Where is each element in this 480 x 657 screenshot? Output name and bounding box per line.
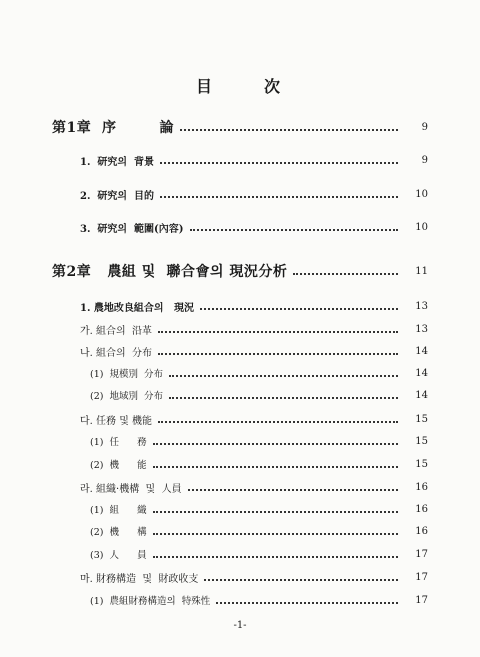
dot-leader — [158, 420, 398, 423]
dot-leader — [153, 465, 398, 468]
toc-label: 第1章 序 論 — [52, 120, 174, 136]
toc-page-number: 17 — [415, 594, 428, 606]
toc-page-number: 13 — [415, 300, 428, 312]
toc-label: (1) 農組財務構造의 特殊性 — [90, 596, 211, 607]
toc-subitem-da-2 — [0, 455, 480, 473]
toc-subitem-na-2 — [0, 386, 480, 404]
toc-item-ga — [0, 320, 480, 338]
dot-leader — [153, 555, 398, 558]
toc-page-number: 9 — [421, 154, 428, 166]
toc-subitem-ra-3 — [0, 545, 480, 563]
toc-subitem-ma-1 — [0, 591, 480, 609]
toc-label: 다. 任務 및 機能 — [80, 415, 153, 427]
dot-leader — [188, 488, 398, 491]
page-footer-number: -1- — [233, 620, 247, 631]
toc-page-number: 14 — [415, 367, 428, 379]
page-title — [0, 74, 480, 96]
toc-label: (3) 人 員 — [90, 550, 147, 561]
toc-page-number: 16 — [415, 503, 428, 515]
dot-leader — [169, 396, 398, 399]
toc-page-number: 14 — [415, 389, 428, 401]
toc-chapter-2 — [0, 262, 480, 280]
toc-chapter-1 — [0, 118, 480, 136]
dot-leader — [153, 510, 398, 513]
toc-label: 1. 研究의 背景 — [80, 156, 155, 168]
toc-page-number: 17 — [415, 571, 428, 583]
toc-label: (1) 規模別 分布 — [90, 369, 164, 380]
toc-page-number: 16 — [415, 481, 428, 493]
toc-item-ra — [0, 478, 480, 496]
dot-leader — [160, 161, 398, 164]
toc-item-na — [0, 342, 480, 360]
dot-leader — [158, 330, 398, 333]
toc-label: 第2章 農組 및 聯合會의 現況分析 — [52, 264, 288, 280]
title-part-1: 目 — [196, 77, 214, 96]
toc-item-ma — [0, 568, 480, 586]
toc-page-number: 15 — [415, 435, 428, 447]
toc-label: (1) 組 織 — [90, 505, 147, 516]
toc-page-number: 13 — [415, 323, 428, 335]
toc-label: 라. 組織·機構 및 人員 — [80, 483, 182, 495]
toc-page-number: 11 — [415, 265, 428, 277]
toc-label: (1) 任 務 — [90, 437, 147, 448]
toc-label: 1. 農地改良組合의 現況 — [80, 302, 195, 314]
toc-label: 3. 研究의 範圍(內容) — [80, 223, 184, 235]
toc-page-number: 10 — [415, 188, 428, 200]
toc-label: (2) 機 構 — [90, 527, 147, 538]
dot-leader — [160, 195, 398, 198]
dot-leader — [216, 601, 398, 604]
toc-section-1-1 — [0, 151, 480, 169]
dot-leader — [190, 228, 399, 231]
toc-page-number: 10 — [415, 221, 428, 233]
toc-item-da — [0, 410, 480, 428]
toc-page-number: 15 — [415, 413, 428, 425]
dot-leader — [200, 307, 398, 310]
toc-label: (2) 地域別 分布 — [90, 391, 164, 402]
toc-page-number: 9 — [421, 121, 428, 133]
toc-page-number: 14 — [415, 345, 428, 357]
dot-leader — [180, 128, 398, 131]
toc-section-1-2 — [0, 185, 480, 203]
dot-leader — [204, 578, 398, 581]
toc-section-2-1 — [0, 297, 480, 315]
toc-label: 나. 組合의 分布 — [80, 347, 153, 359]
dot-leader — [293, 272, 398, 275]
dot-leader — [153, 532, 398, 535]
toc-label: (2) 機 能 — [90, 460, 147, 471]
title-part-2: 次 — [264, 77, 282, 96]
toc-subitem-ra-2 — [0, 522, 480, 540]
toc-subitem-da-1 — [0, 432, 480, 450]
toc-section-1-3 — [0, 218, 480, 236]
dot-leader — [153, 442, 398, 445]
dot-leader — [158, 352, 398, 355]
toc-label: 2. 研究의 目的 — [80, 190, 155, 202]
toc-page-number: 15 — [415, 458, 428, 470]
toc-subitem-ra-1 — [0, 500, 480, 518]
dot-leader — [169, 374, 398, 377]
toc-label: 마. 財務構造 및 財政收支 — [80, 573, 199, 585]
toc-page-number: 16 — [415, 525, 428, 537]
toc-page-number: 17 — [415, 548, 428, 560]
toc-label: 가. 組合의 沿革 — [80, 325, 153, 337]
toc-subitem-na-1 — [0, 364, 480, 382]
